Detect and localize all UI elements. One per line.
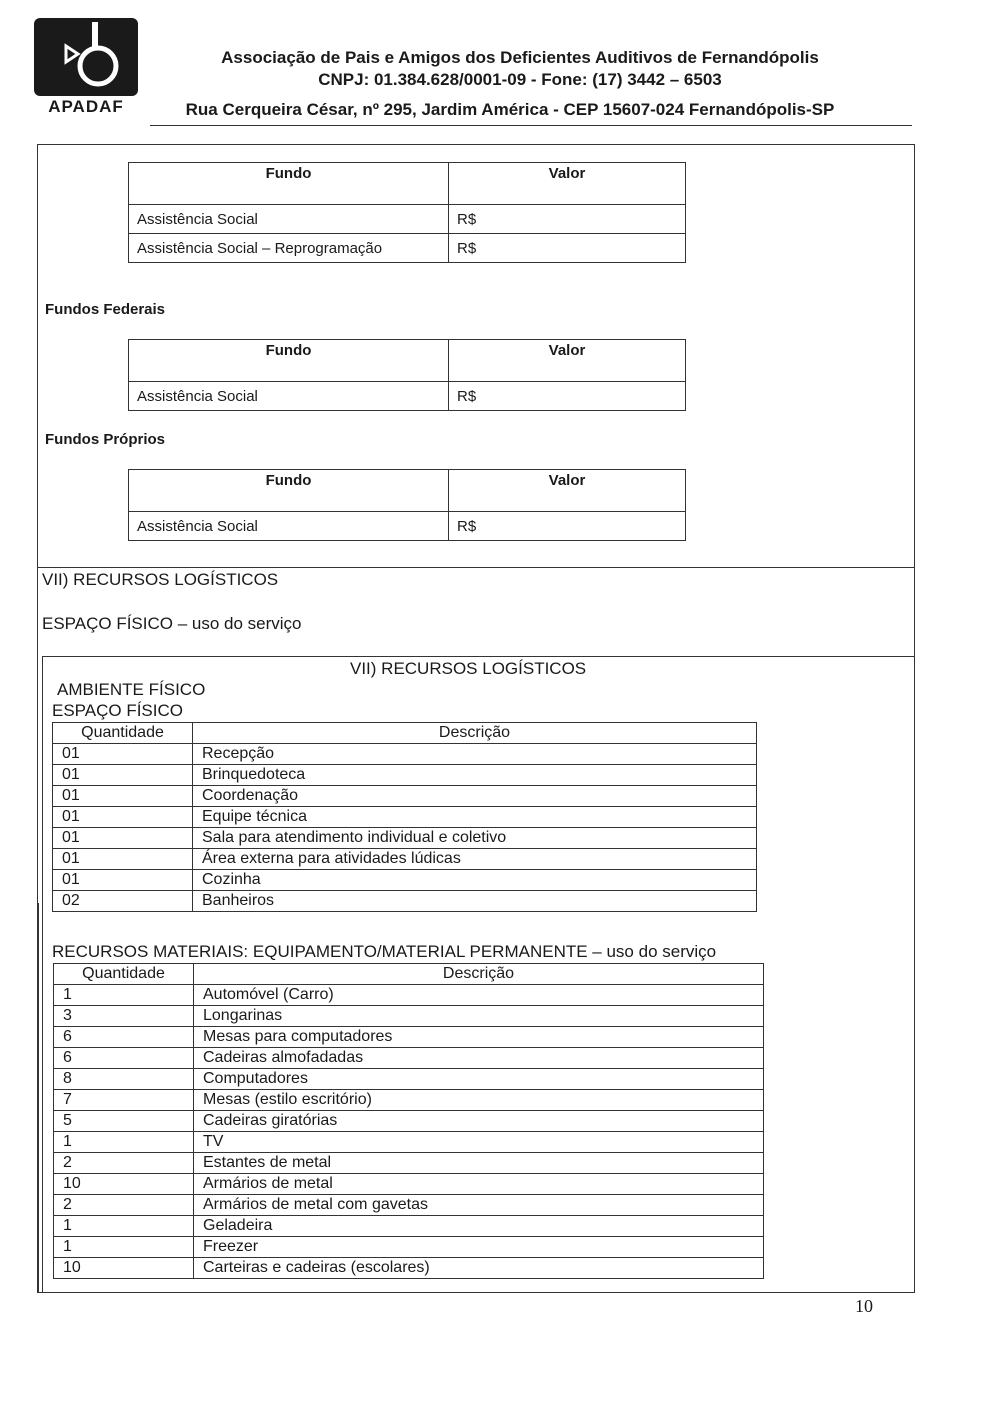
header-cnpj-phone: CNPJ: 01.384.628/0001-09 - Fone: (17) 3442 – 6503 [318,70,722,89]
quantidade-cell: 2 [54,1195,194,1216]
descricao-cell: Área externa para atividades lúdicas [193,849,757,870]
descricao-cell: Cozinha [193,870,757,891]
table-row [54,1006,764,1027]
fundo-cell: Assistência Social – Reprogramação [129,234,449,263]
logo-text: APADAF [48,97,124,116]
quantidade-cell: 01 [53,870,193,891]
descricao-cell: Freezer [194,1237,764,1258]
table-row [54,1216,764,1237]
col-valor-header: Valor [449,340,686,382]
quantidade-cell: 01 [53,786,193,807]
table-row [54,1048,764,1069]
quantidade-cell: 1 [54,985,194,1006]
fund-table-estadual [128,162,686,263]
table-row [53,807,757,828]
quantidade-cell: 10 [54,1174,194,1195]
table-row [54,1090,764,1111]
fundos-proprios-label: Fundos Próprios [45,431,165,448]
fundos-federais-label: Fundos Federais [45,301,166,318]
quantidade-cell: 2 [54,1153,194,1174]
espaco-uso-heading: ESPAÇO FÍSICO – uso do serviço [42,614,302,633]
descricao-cell: Computadores [194,1069,764,1090]
fund-table-proprios [128,469,686,541]
col-descricao-header: Descrição [193,723,757,744]
quantidade-cell: 01 [53,765,193,786]
margin-line [38,903,39,1293]
fund-table-federais [128,339,686,411]
descricao-cell: Recepção [193,744,757,765]
quantidade-cell: 6 [54,1048,194,1069]
descricao-cell: Armários de metal com gavetas [194,1195,764,1216]
quantidade-cell: 10 [54,1258,194,1279]
col-fundo-header: Fundo [129,340,449,382]
table-row [53,870,757,891]
table-row [54,1111,764,1132]
descricao-cell: Armários de metal [194,1174,764,1195]
quantidade-cell: 3 [54,1006,194,1027]
table-row [54,1027,764,1048]
header-divider [150,125,912,126]
header-address: Rua Cerqueira César, nº 295, Jardim América - CEP 15607-024 Fernandópolis-SP [185,100,835,119]
recursos-inner-title: VII) RECURSOS LOGÍSTICOS [350,659,587,678]
col-valor-header: Valor [449,163,686,205]
recursos-title: VII) RECURSOS LOGÍSTICOS [42,570,279,589]
quantidade-cell: 5 [54,1111,194,1132]
descricao-cell: Coordenação [193,786,757,807]
table-row [54,1258,764,1279]
quantidade-cell: 7 [54,1090,194,1111]
col-quantidade-header: Quantidade [53,723,193,744]
quantidade-cell: 6 [54,1027,194,1048]
table-row [53,849,757,870]
valor-cell: R$ [449,382,686,411]
apadaf-logo [34,18,138,96]
quantidade-cell: 1 [54,1237,194,1258]
col-fundo-header: Fundo [129,163,449,205]
table-row [129,512,686,541]
espaco-fisico-table [52,722,757,912]
col-quantidade-header: Quantidade [54,964,194,985]
descricao-cell: TV [194,1132,764,1153]
fundo-cell: Assistência Social [129,205,449,234]
valor-cell: R$ [449,205,686,234]
quantidade-cell: 02 [53,891,193,912]
descricao-cell: Cadeiras almofadadas [194,1048,764,1069]
descricao-cell: Banheiros [193,891,757,912]
ambiente-fisico-label: AMBIENTE FÍSICO [57,680,206,699]
valor-cell: R$ [449,512,686,541]
table-row [129,234,686,263]
table-row [54,1132,764,1153]
descricao-cell: Cadeiras giratórias [194,1111,764,1132]
page-number: 10 [855,1296,873,1316]
recursos-materiais-title: RECURSOS MATERIAIS: EQUIPAMENTO/MATERIAL PERMANENTE – uso do serviço [52,942,717,961]
table-row [53,891,757,912]
espaco-fisico-label: ESPAÇO FÍSICO [52,701,183,720]
table-row [54,1195,764,1216]
descricao-cell: Longarinas [194,1006,764,1027]
col-valor-header: Valor [449,470,686,512]
table-row [54,1174,764,1195]
descricao-cell: Mesas para computadores [194,1027,764,1048]
descricao-cell: Geladeira [194,1216,764,1237]
table-row [129,205,686,234]
col-fundo-header: Fundo [129,470,449,512]
col-descricao-header: Descrição [194,964,764,985]
table-row [54,985,764,1006]
header-organization-name: Associação de Pais e Amigos dos Deficientes Auditivos de Fernandópolis [221,48,819,67]
table-row [53,765,757,786]
descricao-cell: Estantes de metal [194,1153,764,1174]
recursos-materiais-table [53,963,764,1279]
table-row [53,828,757,849]
table-row [53,744,757,765]
quantidade-cell: 1 [54,1132,194,1153]
quantidade-cell: 1 [54,1216,194,1237]
quantidade-cell: 01 [53,744,193,765]
fundo-cell: Assistência Social [129,382,449,411]
quantidade-cell: 01 [53,849,193,870]
fundo-cell: Assistência Social [129,512,449,541]
quantidade-cell: 01 [53,828,193,849]
quantidade-cell: 8 [54,1069,194,1090]
descricao-cell: Carteiras e cadeiras (escolares) [194,1258,764,1279]
quantidade-cell: 01 [53,807,193,828]
descricao-cell: Brinquedoteca [193,765,757,786]
descricao-cell: Sala para atendimento individual e coletivo [193,828,757,849]
table-row [129,382,686,411]
table-row [54,1237,764,1258]
descricao-cell: Mesas (estilo escritório) [194,1090,764,1111]
descricao-cell: Equipe técnica [193,807,757,828]
descricao-cell: Automóvel (Carro) [194,985,764,1006]
table-row [53,786,757,807]
valor-cell: R$ [449,234,686,263]
table-row [54,1153,764,1174]
table-row [54,1069,764,1090]
